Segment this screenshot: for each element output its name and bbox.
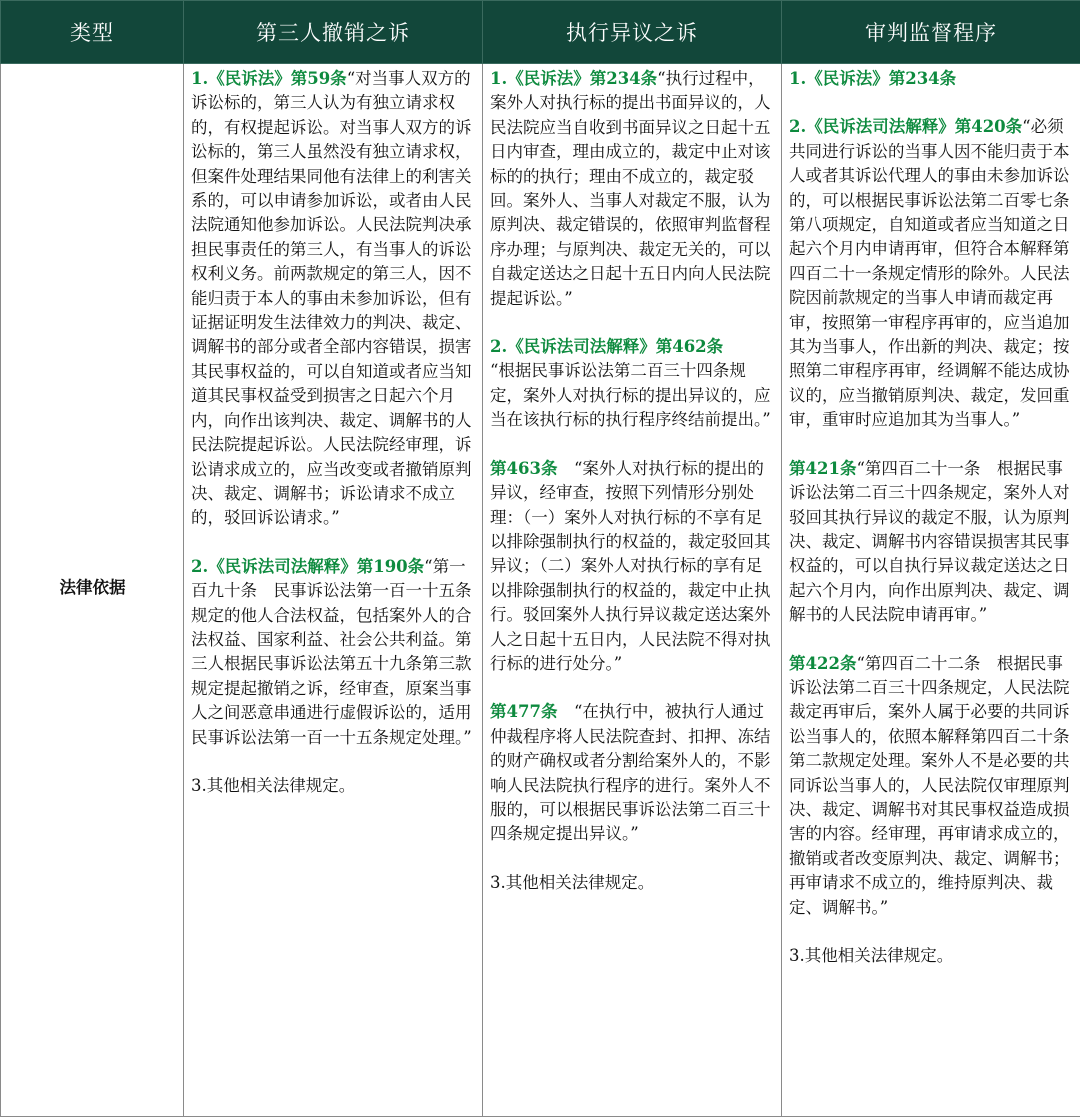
provision-block bbox=[490, 457, 775, 677]
provision-reference: 2.《民诉法司法解释》第462条 bbox=[490, 337, 724, 357]
cell-execution-objection bbox=[483, 64, 782, 1117]
provision-reference: 1.《民诉法》第59条 bbox=[191, 69, 347, 88]
header-type: 类型 bbox=[1, 1, 184, 64]
cell-trial-supervision bbox=[782, 64, 1080, 1117]
provision-reference: 第421条 bbox=[789, 458, 857, 478]
header-row bbox=[1, 1, 1080, 64]
provision-text: “第四百二十一条 根据民事诉讼法第二百三十四条规定，案外人对驳回其执行异议的裁定不服，认为原判决、裁定、调解书内容错误损害其民事权益的，可以自执行异议裁定送达之日起六个月内，向作出原判决、裁定、调解书的人民法院申请再审。” bbox=[789, 458, 1070, 625]
provision-text: “根据民事诉讼法第二百三十四条规定，案外人对执行标的提出异议的，应当在该执行标的执行程序终结前提出。” bbox=[490, 361, 771, 430]
provision-reference: 2.《民诉法司法解释》第190条 bbox=[191, 556, 425, 576]
cell-third-party-revocation bbox=[184, 64, 483, 1117]
provision-block bbox=[789, 652, 1074, 920]
provision-block bbox=[789, 944, 1074, 968]
legal-basis-row bbox=[1, 64, 1080, 1117]
provision-block bbox=[490, 700, 775, 846]
provision-block bbox=[789, 115, 1074, 432]
header-execution-objection: 执行异议之诉 bbox=[483, 1, 782, 64]
provision-reference: 1.《民诉法》第234条 bbox=[789, 69, 957, 88]
provision-text: 3.其他相关法律规定。 bbox=[789, 946, 954, 965]
provision-block bbox=[490, 871, 775, 895]
provision-text: “第一百九十条 民事诉讼法第一百一十五条规定的他人合法权益，包括案外人的合法权益、国家利益、社会公共利益。第三人根据民事诉讼法第五十九条第三款规定提起撤销之诉，经审查，原案当事人之间恶意串通进行虚假诉讼的，适用民事诉讼法第一百一十五条规定处理。” bbox=[191, 556, 472, 747]
row-label-legal-basis: 法律依据 bbox=[1, 64, 184, 1117]
provision-text: “第四百二十二条 根据民事诉讼法第二百三十四条规定，人民法院裁定再审后，案外人属于必要的共同诉讼当事人的，依照本解释第四百二十条第二款规定处理。案外人不是必要的共同诉讼当事人的，人民法院仅审理原判决、裁定、调解书对其民事权益造成损害的内容。经审理，再审请求成立的，撤销或者改变原判决、裁定、调解书；再审请求不成立的，维持原判决、裁定、调解书。” bbox=[789, 653, 1070, 917]
provision-text: “在执行中，被执行人通过仲裁程序将人民法院查封、扣押、冻结的财产确权或者分割给案外人的，不影响人民法院执行程序的进行。案外人不服的，可以根据民事诉讼法第二百三十四条规定提出异议。” bbox=[490, 702, 771, 844]
provision-text: “必须共同进行诉讼的当事人因不能归责于本人或者其诉讼代理人的事由未参加诉讼的，可以根据民事诉讼法第二百零七条第八项规定，自知道或者应当知道之日起六个月内申请再审，但符合本解释第四百二十一条规定情形的除外。人民法院因前款规定的当事人申请而裁定再审，按照第一审程序再审的，应当追加其为当事人，作出新的判决、裁定；按照第二审程序再审，经调解不能达成协议的，应当撤销原判决、裁定，发回重审，重审时应追加其为当事人。” bbox=[789, 117, 1070, 430]
provision-text: “案外人对执行标的提出的异议，经审查，按照下列情形分别处理：（一）案外人对执行标的不享有足以排除强制执行的权益的，裁定驳回其异议；（二）案外人对执行标的享有足以排除强制执行的权益的，裁定中止执行。驳回案外人执行异议裁定送达案外人之日起十五日内，人民法院不得对执行标的进行处分。” bbox=[490, 458, 771, 673]
provision-reference: 第477条 bbox=[490, 702, 558, 722]
provision-block bbox=[490, 67, 775, 311]
provision-block bbox=[191, 774, 476, 798]
provision-block bbox=[789, 67, 1074, 91]
provision-reference: 第422条 bbox=[789, 653, 857, 673]
provision-text: “执行过程中，案外人对执行标的提出书面异议的，人民法院应当自收到书面异议之日起十五日内审查，理由成立的，裁定中止对该标的的执行；理由不成立的，裁定驳回。案外人、当事人对裁定不服，认为原判决、裁定错误的，依照审判监督程序办理；与原判决、裁定无关的，可以自裁定送达之日起十五日内向人民法院提起诉讼。” bbox=[490, 69, 771, 308]
header-trial-supervision: 审判监督程序 bbox=[782, 1, 1080, 64]
provision-block bbox=[191, 555, 476, 750]
provision-block bbox=[490, 335, 775, 433]
provision-text: “对当事人双方的诉讼标的，第三人认为有独立请求权的，有权提起诉讼。对当事人双方的诉讼标的，第三人虽然没有独立请求权，但案件处理结果同他有法律上的利害关系的，可以申请参加诉讼，或者由人民法院通知他参加诉讼。人民法院判决承担民事责任的第三人，有当事人的诉讼权利义务。前两款规定的第三人，因不能归责于本人的事由未参加诉讼，但有证据证明发生法律效力的判决、裁定、调解书的部分或者全部内容错误，损害其民事权益的，可以自知道或者应当知道其民事权益受到损害之日起六个月内，向作出该判决、裁定、调解书的人民法院提起诉讼。人民法院经审理，诉讼请求成立的，应当改变或者撤销原判决、裁定、调解书；诉讼请求不成立的，驳回诉讼请求。” bbox=[191, 69, 472, 528]
provision-block bbox=[191, 67, 476, 531]
provision-block bbox=[789, 457, 1074, 628]
header-third-party-revocation: 第三人撤销之诉 bbox=[184, 1, 483, 64]
provision-text: 3.其他相关法律规定。 bbox=[490, 872, 655, 892]
provision-reference: 1.《民诉法》第234条 bbox=[490, 69, 658, 88]
provision-text: 3.其他相关法律规定。 bbox=[191, 775, 356, 795]
provision-reference: 2.《民诉法司法解释》第420条 bbox=[789, 117, 1023, 137]
provision-reference: 第463条 bbox=[490, 458, 558, 478]
